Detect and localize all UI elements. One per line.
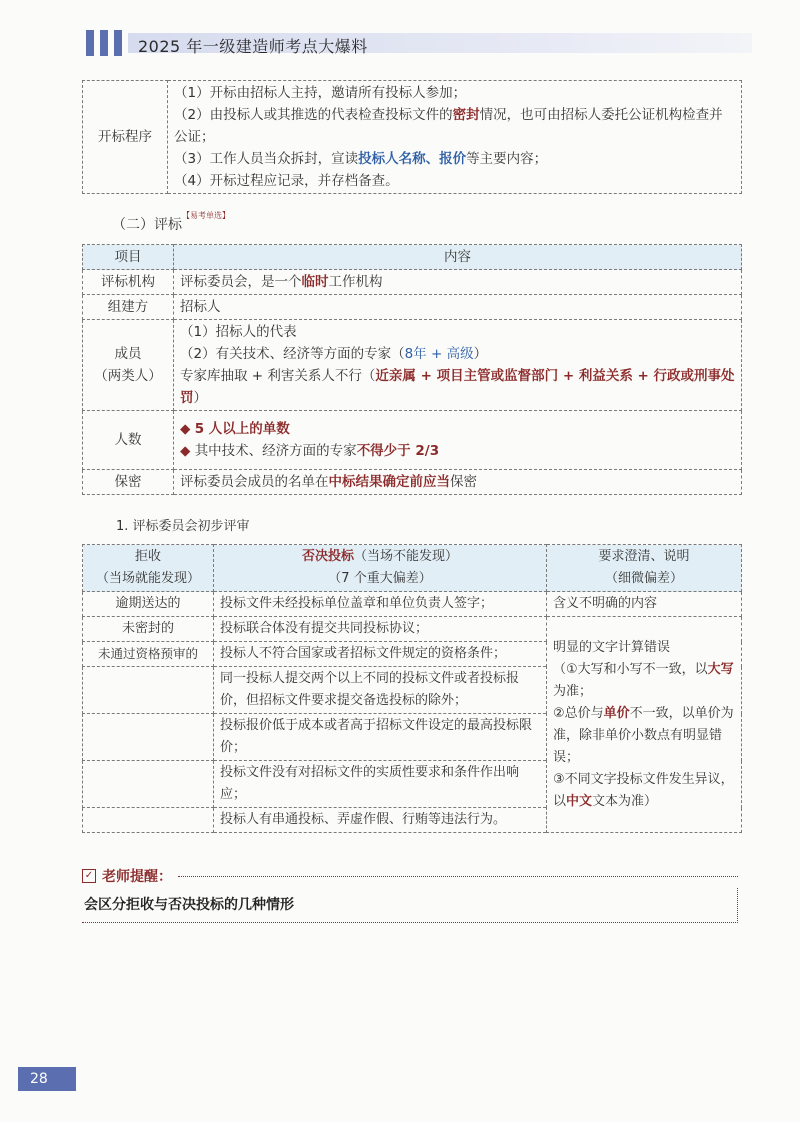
highlight: 单价: [603, 705, 630, 721]
foujue-cell: 同一投标人提交两个以上不同的投标文件或者投标报价，但招标文件要求提交备选投标的除外；: [214, 667, 547, 714]
tip-divider: [178, 876, 738, 877]
col-header-item: 项目: [83, 245, 174, 270]
teacher-tip: [82, 866, 738, 923]
kaibiao-content: [168, 81, 742, 194]
text: （当场不能发现）: [354, 549, 459, 564]
content-line: 明显的文字计算错误: [553, 639, 671, 655]
header-bar-decoration: [100, 30, 108, 56]
kaibiao-line-3: [174, 148, 735, 170]
row-label: 保密: [83, 470, 174, 495]
table-row: [83, 617, 742, 642]
col-header-foujue: [214, 545, 547, 592]
heading-text: （二）评标: [112, 217, 182, 233]
header-line: [220, 546, 540, 568]
content-line: （1）招标人的代表: [180, 324, 297, 340]
header-bar-decoration: [114, 30, 122, 56]
foujue-cell: 投标人有串通投标、弄虚作假、行贿等违法行为。: [214, 808, 547, 833]
text: ）: [473, 346, 488, 362]
text: ②总价与: [553, 705, 604, 721]
table-row: [83, 592, 742, 617]
foujue-cell: 投标文件未经投标单位盖章和单位负责人签字；: [214, 592, 547, 617]
highlight: 大写: [707, 661, 734, 677]
jushou-cell-empty: [83, 714, 214, 761]
label-line: 成员: [114, 346, 142, 362]
text: 等主要内容；: [466, 151, 548, 167]
text: 其中技术、经济方面的专家: [194, 443, 357, 459]
row-content: 招标人: [174, 295, 742, 320]
chengqing-cell: 含义不明确的内容: [547, 592, 742, 617]
jushou-cell-empty: [83, 667, 214, 714]
row-content: [174, 470, 742, 495]
check-icon: ✓: [82, 869, 96, 883]
highlight: 中文: [566, 793, 593, 809]
diamond-bullet-icon: ◆: [180, 421, 191, 437]
jushou-cell: 未密封的: [83, 617, 214, 642]
foujue-cell: 投标报价低于成本或者高于招标文件设定的最高投标限价；: [214, 714, 547, 761]
text: 保密: [450, 474, 477, 490]
kaibiao-line-4: （4）开标过程应记录，并存档备查。: [174, 173, 399, 189]
kaibiao-label: 开标程序: [83, 81, 168, 194]
label-line: （两类人）: [94, 368, 162, 384]
header-line: 要求澄清、说明: [598, 549, 690, 564]
row-label: [83, 320, 174, 411]
kaibiao-table: [82, 80, 742, 194]
text: 评标委员会成员的名单在: [180, 474, 329, 490]
content-line: [180, 343, 735, 365]
exam-tag: 【易考单选】: [182, 211, 230, 220]
content-line: [180, 440, 735, 462]
header-bar-decoration: [86, 30, 94, 56]
content-line: [553, 659, 735, 703]
tip-label: 老师提醒：: [102, 869, 172, 885]
kaibiao-line-1: （1）开标由招标人主持，邀请所有投标人参加；: [174, 85, 467, 101]
text: （2）有关技术、经济等方面的专家（: [180, 346, 405, 362]
chengqing-cell: [547, 617, 742, 833]
highlight: 5 人以上的单数: [194, 421, 290, 437]
page-header: [0, 30, 800, 60]
header-line: 拒收: [134, 549, 161, 564]
header-line: （7 个重大偏差）: [328, 571, 432, 586]
pingbiao-table: [82, 244, 742, 495]
jushou-cell: 逾期送达的: [83, 592, 214, 617]
jushou-cell-empty: [83, 808, 214, 833]
text: 专家库抽取 + 利害关系人不行（: [180, 368, 376, 384]
text: 为准；: [553, 683, 593, 699]
text: （①大写和小写不一致，以: [553, 661, 708, 677]
col-header-content: 内容: [174, 245, 742, 270]
highlight: 投标人名称、报价: [358, 151, 467, 167]
chushen-heading: 1. 评标委员会初步评审: [116, 519, 250, 534]
text: 工作机构: [328, 274, 383, 290]
foujue-cell: 投标文件没有对招标文件的实质性要求和条件作出响应；: [214, 761, 547, 808]
row-content: [174, 411, 742, 470]
row-label: 人数: [83, 411, 174, 470]
jushou-cell: 未通过资格预审的: [83, 642, 214, 667]
highlight: 临时: [301, 274, 329, 290]
row-label: 评标机构: [83, 270, 174, 295]
content-line: [553, 769, 735, 813]
foujue-cell: 投标人不符合国家或者招标文件规定的资格条件；: [214, 642, 547, 667]
pingbiao-heading: [112, 211, 230, 234]
highlight: 近亲属 + 项目主管或监督部门 + 利益关系 + 行政或刑事处罚: [180, 368, 735, 406]
text: 文本为准）: [592, 793, 658, 809]
tip-header: [82, 866, 738, 886]
page-title: 2025 年一级建造师考点大爆料: [138, 37, 368, 56]
foujue-cell: 投标联合体没有提交共同投标协议；: [214, 617, 547, 642]
row-content: [174, 320, 742, 411]
text: 不一致，以单价为准，除非单价小数点有明显错误；: [553, 705, 734, 765]
content-line: [180, 418, 735, 440]
text: ③不同文字投标文件发生异议，以: [553, 771, 734, 809]
col-header-chengqing: [547, 545, 742, 592]
highlight: 中标结果确定前应当: [328, 474, 450, 490]
kaibiao-line-2: [174, 104, 735, 148]
content-line: [553, 703, 735, 769]
row-label: 组建方: [83, 295, 174, 320]
text: ）: [193, 390, 207, 406]
row-content: [174, 270, 742, 295]
diamond-bullet-icon: ◆: [180, 443, 191, 459]
chushen-table: [82, 544, 742, 833]
content-line: [180, 365, 735, 409]
header-line: （细微偏差）: [604, 571, 683, 586]
page-number: 28: [18, 1067, 76, 1091]
text: 评标委员会，是一个: [180, 274, 302, 290]
header-line: （当场就能发现）: [95, 571, 200, 586]
tip-text: 会区分拒收与否决投标的几种情形: [82, 888, 738, 923]
text: （2）由投标人或其推选的代表检查投标文件的: [174, 107, 453, 123]
col-header-jushou: [83, 545, 214, 592]
highlight: 不得少于 2/3: [356, 443, 440, 459]
text: 情况，也可由招标人委托公证机构检查并公证；: [174, 107, 723, 145]
text: （3）工作人员当众拆封，宣读: [174, 151, 359, 167]
jushou-cell-empty: [83, 761, 214, 808]
highlight: 否决投标: [301, 549, 354, 564]
highlight: 8年 + 高级: [404, 346, 474, 362]
highlight: 密封: [452, 107, 480, 123]
